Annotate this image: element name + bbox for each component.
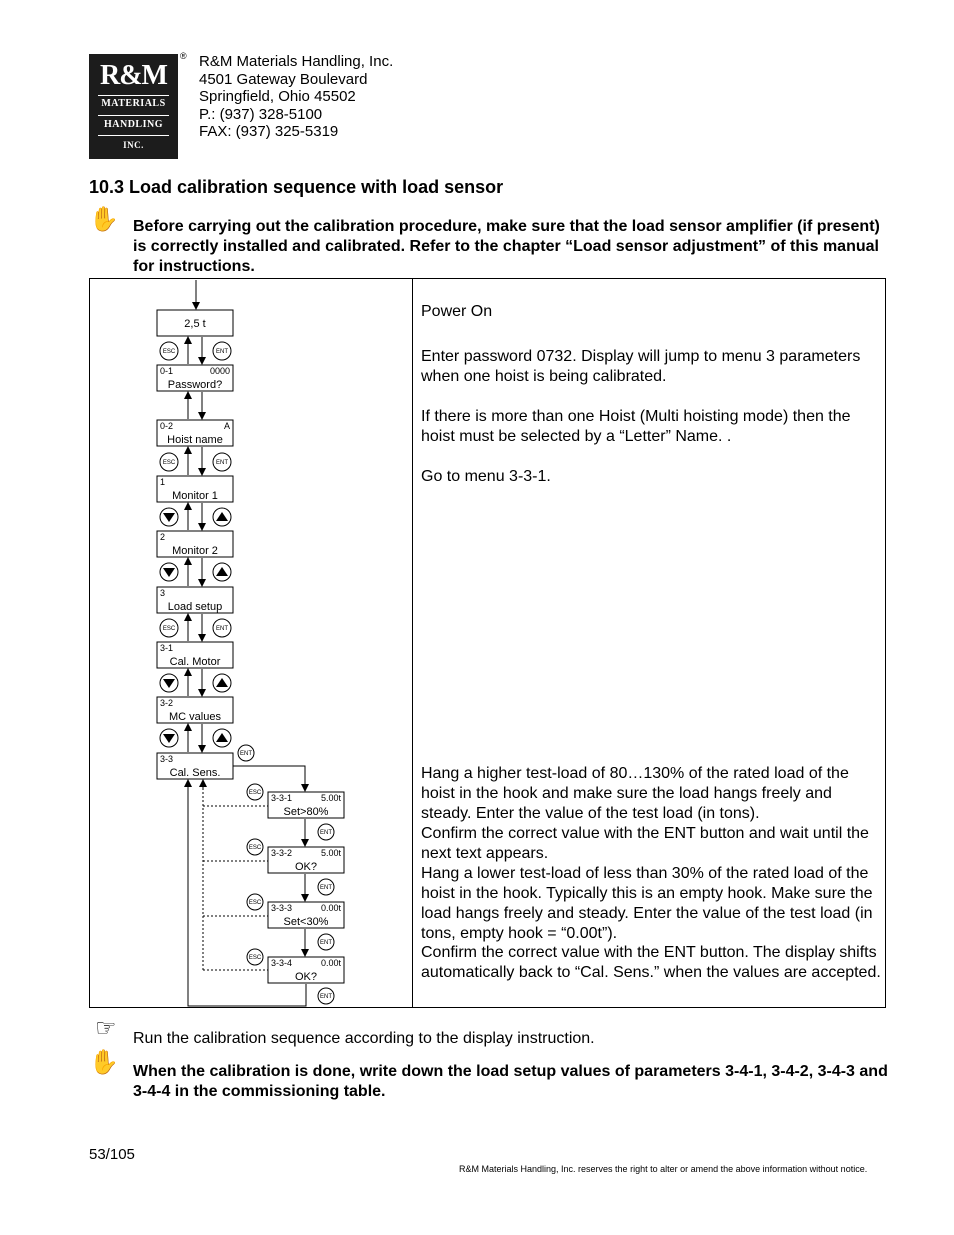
svg-text:ENT: ENT <box>216 626 228 632</box>
svg-text:ENT: ENT <box>320 830 332 836</box>
esc-button-icon <box>247 784 263 800</box>
down-arrow-button-icon <box>160 729 178 747</box>
svg-text:ESC: ESC <box>162 460 176 466</box>
svg-text:3-3-2: 3-3-2 <box>271 848 293 858</box>
display-code: 3 <box>160 588 166 598</box>
svg-text:0.00t: 0.00t <box>320 958 341 968</box>
svg-text:3-3-1: 3-3-1 <box>271 793 293 803</box>
display-monitor-2 <box>157 531 233 557</box>
address-line: FAX: (937) 325-5319 <box>199 123 339 141</box>
esc-return-lines <box>203 786 268 970</box>
desc-multi-hoist: If there is more than one Hoist (Multi hoisting mode) then the hoist must be selected by a “Letter” Name. . <box>421 408 851 445</box>
logo-brand: R&M <box>100 60 167 91</box>
page-number: 53/105 <box>89 1146 135 1163</box>
up-arrow-button-icon <box>213 508 231 526</box>
svg-text:ENT: ENT <box>216 349 228 355</box>
desc-power-on: Power On <box>421 303 493 320</box>
esc-button-icon <box>160 453 178 471</box>
display-code: 3-3 <box>160 754 174 764</box>
display-label: Load setup <box>167 601 223 613</box>
esc-button-icon <box>160 619 178 637</box>
display-value: 0000 <box>209 366 230 376</box>
display-step-3-3-4 <box>268 957 344 983</box>
display-label: Monitor 1 <box>172 490 218 502</box>
desc-password: Enter password 0732. Display will jump to menu 3 parameters when one hoist is being calibrated. <box>421 348 861 385</box>
desc-go-to-menu: Go to menu 3-3-1. <box>421 468 551 485</box>
svg-text:ESC: ESC <box>162 349 176 355</box>
hand-icon: ✋ <box>89 1048 119 1076</box>
footer-disclaimer: R&M Materials Handling, Inc. reserves the right to alter or amend the above information without notice. <box>459 1164 868 1174</box>
svg-text:ENT: ENT <box>320 940 332 946</box>
esc-button-icon <box>247 894 263 910</box>
desc-lower-load: Hang a lower test-load of less than 30% of the rated load of the hoist in the hook. Typically this is an empty hook. Make sure the load hangs freely and steady. Enter the value of the test load (in tons, empty hook = “0.00t”). <box>421 865 873 942</box>
display-label: Cal. Motor <box>169 656 221 668</box>
display-code: 0-2 <box>160 421 174 431</box>
esc-button-icon <box>160 342 178 360</box>
desc-confirm-2: Confirm the correct value with the ENT button. The display shifts automatically back to “Cal. Sens.” when the values are accepted. <box>421 944 881 981</box>
ent-button-icon <box>318 824 334 840</box>
display-label: Cal. Sens. <box>169 767 221 779</box>
registered-mark: ® <box>180 51 187 61</box>
ent-button-icon <box>318 988 334 1004</box>
ent-button-icon <box>213 453 231 471</box>
display-hoist-name <box>157 420 233 446</box>
ent-button-icon <box>318 934 334 950</box>
display-power-on <box>157 310 233 336</box>
address-line: Springfield, Ohio 45502 <box>199 88 356 106</box>
svg-text:ESC: ESC <box>248 790 262 796</box>
display-code: 1 <box>160 477 166 487</box>
logo-line-materials: MATERIALS <box>101 98 166 109</box>
desc-confirm-1: Confirm the correct value with the ENT button and wait until the next text appears. <box>421 825 869 862</box>
up-arrow-button-icon <box>213 729 231 747</box>
ent-button-icon <box>213 342 231 360</box>
ent-button-icon <box>238 745 254 761</box>
display-load-setup <box>157 587 233 613</box>
display-mc-values <box>157 697 233 723</box>
logo-line-inc: INC. <box>123 140 144 150</box>
display-code: 3-1 <box>160 643 174 653</box>
svg-text:ENT: ENT <box>240 751 252 757</box>
svg-text:ESC: ESC <box>248 900 262 906</box>
svg-text:3-3-4: 3-3-4 <box>271 958 293 968</box>
display-step-3-3-2 <box>268 847 344 873</box>
up-arrow-button-icon <box>213 674 231 692</box>
address-line: P.: (937) 328-5100 <box>199 105 323 123</box>
display-text: 2,5 t <box>184 318 206 330</box>
display-password <box>157 365 233 391</box>
down-arrow-button-icon <box>160 674 178 692</box>
svg-text:Set<30%: Set<30% <box>283 916 329 928</box>
ent-button-icon <box>213 619 231 637</box>
svg-text:ENT: ENT <box>216 460 228 466</box>
warning-note-top: Before carrying out the calibration procedure, make sure that the load sensor amplifier (if present) is correctly installed and calibrated. Refer to the chapter “Load sensor adjustment” of this manual for instructions. <box>133 218 880 275</box>
svg-text:ENT: ENT <box>320 885 332 891</box>
svg-text:0.00t: 0.00t <box>320 903 341 913</box>
warning-note-bottom: When the calibration is done, write down the load setup values of parameters 3-4-1, 3-4-2, 3-4-3 and 3-4-4 in the commissioning table. <box>133 1063 888 1100</box>
down-arrow-button-icon <box>160 508 178 526</box>
esc-button-icon <box>247 949 263 965</box>
display-label: Monitor 2 <box>172 545 218 557</box>
display-step-3-3-1 <box>268 792 344 818</box>
display-label: MC values <box>169 711 221 723</box>
address-line: R&M Materials Handling, Inc. <box>199 53 394 70</box>
up-arrow-button-icon <box>213 563 231 581</box>
svg-text:ESC: ESC <box>248 955 262 961</box>
display-code: 2 <box>160 532 166 542</box>
hand-icon: ✋ <box>89 205 119 233</box>
display-code: 0-1 <box>160 366 174 376</box>
display-monitor-1 <box>157 476 233 502</box>
display-cal-sens <box>157 753 233 779</box>
section-title: 10.3 Load calibration sequence with load sensor <box>89 177 504 197</box>
desc-higher-load: Hang a higher test-load of 80…130% of the rated load of the hoist in the hook and make sure the load hangs freely and steady. Enter the value of the test load (in tons). <box>421 765 849 822</box>
display-cal-motor <box>157 642 233 668</box>
svg-text:5.00t: 5.00t <box>320 793 341 803</box>
display-value: A <box>223 421 230 431</box>
display-label: Hoist name <box>167 434 223 446</box>
pointing-hand-icon: ☞ <box>95 1014 117 1042</box>
down-arrow-button-icon <box>160 563 178 581</box>
display-label: Password? <box>167 379 223 391</box>
svg-text:OK?: OK? <box>294 861 318 873</box>
svg-text:OK?: OK? <box>294 971 318 983</box>
svg-text:Set>80%: Set>80% <box>283 806 329 818</box>
svg-text:3-3-3: 3-3-3 <box>271 903 293 913</box>
svg-text:5.00t: 5.00t <box>320 848 341 858</box>
run-sequence-note: Run the calibration sequence according to the display instruction. <box>133 1030 595 1047</box>
svg-text:ESC: ESC <box>248 845 262 851</box>
logo-line-handling: HANDLING <box>103 119 163 130</box>
display-code: 3-2 <box>160 698 174 708</box>
ent-button-icon <box>318 879 334 895</box>
display-step-3-3-3 <box>268 902 344 928</box>
svg-text:ENT: ENT <box>320 994 332 1000</box>
address-line: 4501 Gateway Boulevard <box>199 70 368 88</box>
esc-button-icon <box>247 839 263 855</box>
svg-text:ESC: ESC <box>162 626 176 632</box>
